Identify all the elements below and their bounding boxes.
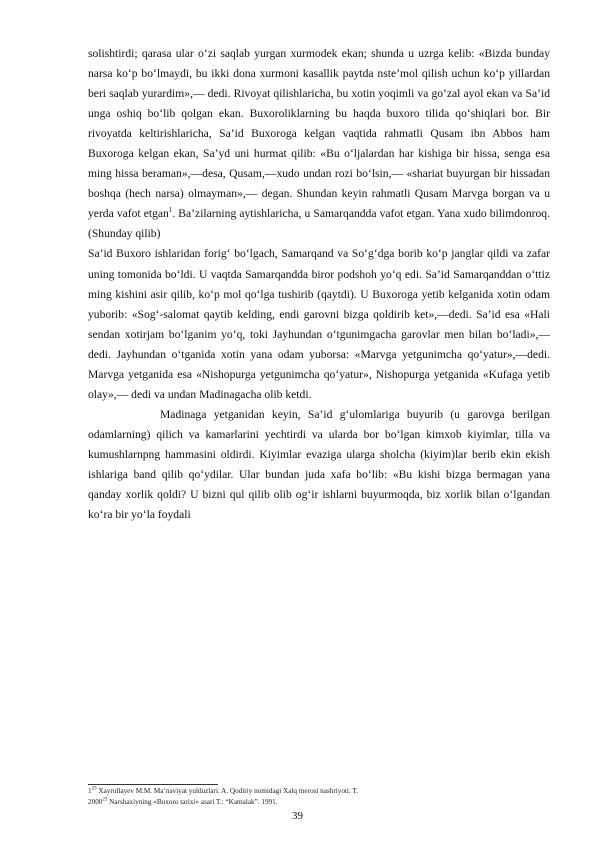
paragraph-3: Madinaga yetganidan keyin, Sa’id g‘ulomlariga buyurib (u garovga berilgan odamlarning) qilich va kamarlarini yechtirdi va ularda bor bo‘lgan kimxob kiyimlar, tilla va kumushlarnpng hammasini oldirdi. Kiyimlar evaziga ularga sholcha (kiyim)lar berib ekin ekish ishlariga band qilib qo‘ydilar. Ular bundan juda xafa bo‘lib: «Bu kishi bizga bermagan yana qanday xorlik qoldi? U bizni qul qilib olib og‘ir ishlarni buyurmoqda, biz xorlik bilan o‘lgandan ko‘ra bir yo‘la foydali: [88, 407, 550, 522]
footnote-1-text: Xayrullayev M.M. Ma’naviyat yulduzlari. A. Qodiriy nomidagi Xalq merosi nashriyoti. T.: [96, 787, 359, 795]
paragraph-1-text: solishtirdi; qarasa ular o‘zi saqlab yurgan xurmodek ekan; shunda u uzrga kelib: «Bizda bunday narsa ko‘p bo‘lmaydi, bu ikki dona xurmoni kasallik paytda nste’mol qilish uchun ko‘p yillardan beri saqlab yurardim»,— dedi. Rivoyat qilishlaricha, bu xotin yoqimli va go‘zal ayol ekan va Sa’id unga oshiq bo‘lib qolgan ekan. Buxoroliklarning bu haqda buxoro tilida qo‘shiqlari bor. Bir rivoyatda keltirishlaricha, Sa’id Buxoroga kelgan vaqtida rahmatli Qusam ibn Abbos ham Buxoroga kelgan ekan, Sa’yd uni hurmat qilib: «Bu o‘ljalardan har kishiga bir hissa, senga esa ming hissa beraman»,—desa, Qusam,—xudo undan rozi bo‘lsin,— «shariat buyurgan bir hissadan boshqa (hech narsa) olmayman»,— degan. Shundan keyin rahmatli Qusam Marvga borgan va u yerda vafot etgan: [88, 47, 550, 221]
paragraph-1-tail: . Ba’zilarning aytishlaricha, u Samarqandda vafot etgan. Yana xudo bilimdonroq. (Shunday qilib): [88, 207, 550, 241]
footnote-1-ref: 23: [91, 786, 97, 792]
footnote-2-number: 2000: [88, 798, 103, 806]
footnotes: [88, 786, 550, 808]
footnote-2-text: Narshaxiyning «Buxoro tarixi» asari T.: “Kamalak”. 1991.: [107, 798, 278, 806]
footnote-1-number: 1: [88, 787, 92, 795]
paragraph-1: [88, 44, 550, 244]
page-number: 39: [292, 810, 303, 822]
footnote-2-ref: 23: [102, 797, 108, 803]
page-body: [88, 44, 550, 525]
footnote-ref-1[interactable]: 1: [168, 206, 173, 215]
paragraph-2: Sa’id Buxoro ishlaridan forig‘ bo‘lgach, Samarqand va So‘g‘dga borib ko‘p janglar qildi va zafar uning tomonida bo‘ldi. U vaqtda Samarqandda biror podshoh yo‘q edi. Sa’id Samarqanddan o‘ttiz ming kishini asir qilib, ko‘p mol qo‘lga tushirib (qaytdi). U Buxoroga yetib kelganida xotin odam yuborib: «Sog‘-salomat qaytib kelding, endi garovni bizga qoldirib ket»,—dedi. Sa’id esa «Hali sendan xotirjam bo‘lganim yo‘q, toki Jayhundan o‘tgunimgacha garovlar men bilan bo‘ladi»,— dedi. Jayhundan o‘tganida xotin yana odam yuborsa: «Marvga yetgunimcha qo‘yatur»,—dedi. Marvga yetganida esa «Nishopurga yetgunimcha qo‘yatur», Nishopurga yetganida «Kufaga yetib olay»,— dedi va undan Madinagacha olib ketdi.: [88, 247, 550, 401]
footnote-1: [88, 786, 550, 797]
footnote-2: [88, 797, 550, 808]
footnote-divider: [88, 784, 218, 785]
